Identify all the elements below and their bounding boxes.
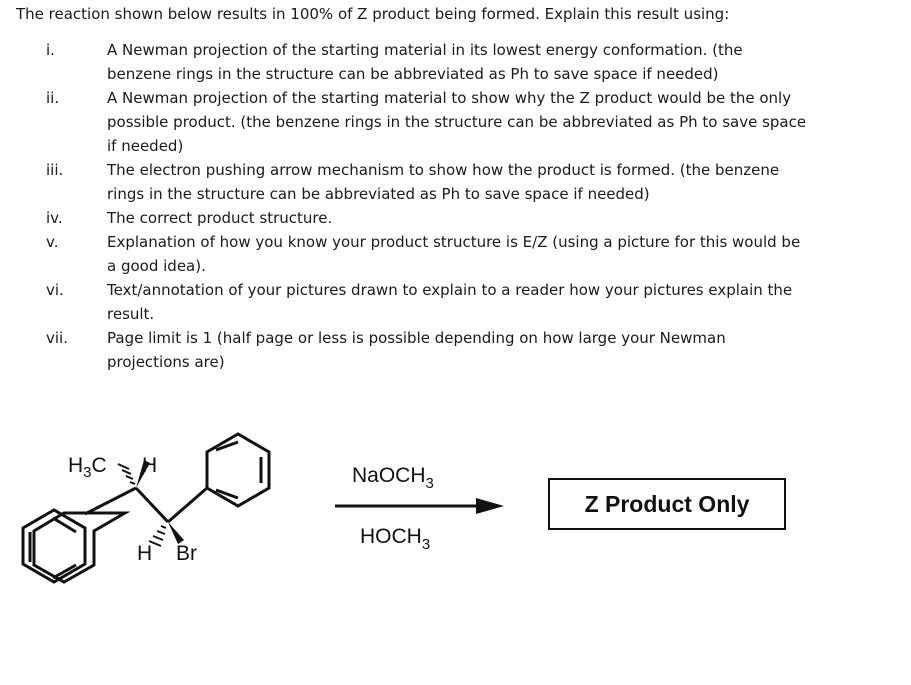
task-text: The correct product structure. — [107, 209, 333, 227]
task-item-2 — [0, 86, 911, 158]
task-text: Explanation of how you know your product structure is E/Z (using a picture for this would be a good idea). — [107, 233, 801, 275]
task-list — [0, 38, 911, 374]
methyl-label: $H_3C$ — [68, 454, 107, 481]
solvent-below: $HOCH_3$ — [360, 525, 431, 553]
task-number: i. — [46, 41, 55, 59]
task-item-1 — [0, 38, 911, 86]
task-item-4 — [0, 206, 911, 230]
task-text: The electron pushing arrow mechanism to show how the product is formed. (the benzene rings in the structure can be abbreviated as Ph to save space if needed) — [107, 161, 780, 203]
task-item-3 — [0, 158, 911, 206]
question-intro: The reaction shown below results in 100% of Z product being formed. Explain this result using: — [16, 5, 730, 23]
task-item-5 — [0, 230, 911, 278]
reaction-arrow — [335, 498, 504, 514]
task-number: ii. — [46, 89, 60, 107]
product-box: Z Product Only — [548, 478, 786, 530]
reagent-above: NaOCH$_3$ — [352, 464, 434, 492]
task-number: vi. — [46, 281, 64, 299]
task-text: A Newman projection of the starting material to show why the Z product would be the only possible product. (the benzene rings in the structure can be abbreviated as Ph to save space if needed) — [107, 89, 807, 155]
bromine-label: Br — [176, 542, 197, 565]
task-item-7 — [0, 326, 911, 374]
task-number: v. — [46, 233, 59, 251]
task-item-6 — [0, 278, 911, 326]
carbon-backbone — [85, 488, 207, 522]
task-number: vii. — [46, 329, 68, 347]
task-number: iv. — [46, 209, 63, 227]
hashed-bond-methyl — [118, 464, 135, 484]
task-text: Page limit is 1 (half page or less is possible depending on how large your Newman projections are) — [107, 329, 726, 371]
benzene-ring-right — [207, 434, 269, 506]
task-text: A Newman projection of the starting material in its lowest energy conformation. (the benzene rings in the structure can be abbreviated as Ph to save space if needed) — [107, 41, 743, 83]
hydrogen-top-label: H — [142, 454, 158, 477]
wedge-bond-br — [168, 522, 184, 544]
hydrogen-bottom-label: H — [137, 542, 153, 565]
task-number: iii. — [46, 161, 64, 179]
task-text: Text/annotation of your pictures drawn to explain to a reader how your pictures explain the result. — [107, 281, 793, 323]
reaction-scheme — [0, 410, 911, 610]
